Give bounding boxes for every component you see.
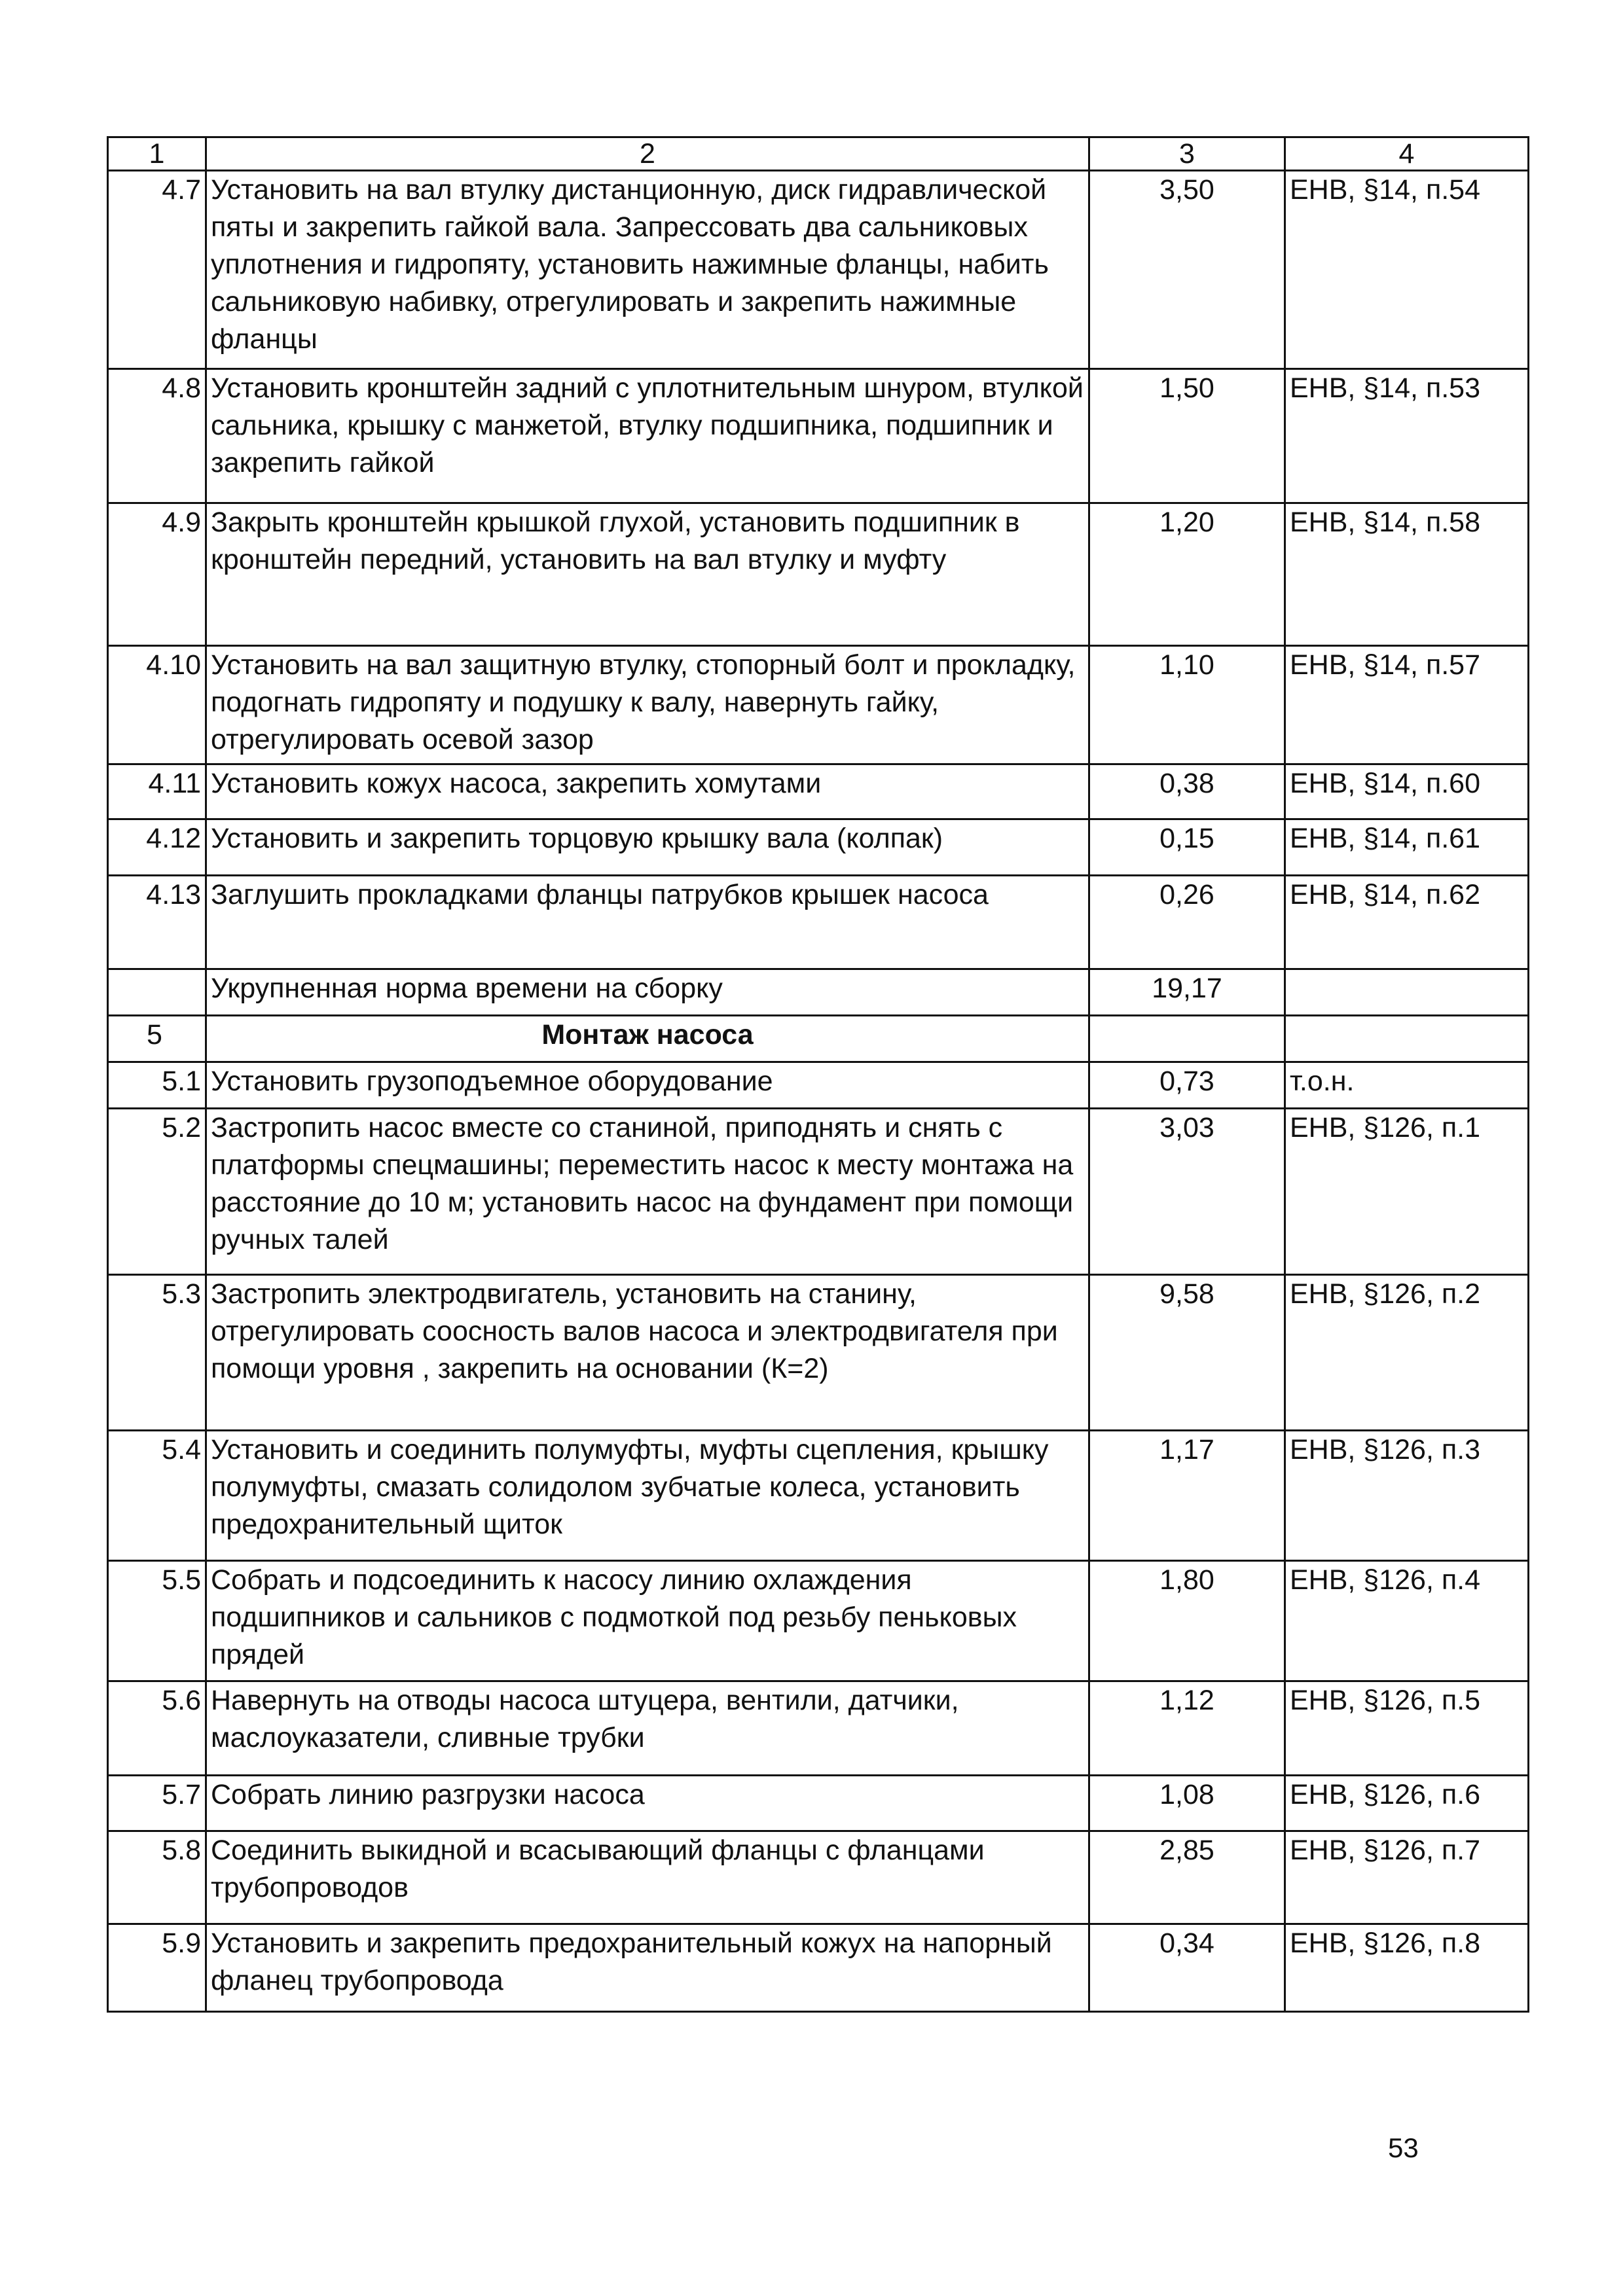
table-row	[108, 1681, 1529, 1776]
row-number	[108, 969, 206, 1016]
time-norm: 3,03	[1089, 1109, 1285, 1275]
row-number: 5.9	[108, 1924, 206, 2012]
norm-reference: ЕНВ, §14, п.54	[1285, 171, 1529, 369]
time-norm	[1089, 1016, 1285, 1062]
row-number: 5.2	[108, 1109, 206, 1275]
table-row	[108, 1431, 1529, 1561]
row-number: 5.8	[108, 1831, 206, 1924]
work-description: Установить кронштейн задний с уплотнительным шнуром, втулкой сальника, крышку с манжетой, втулку подшипника, подшипник и закрепить гайкой	[206, 369, 1089, 503]
row-number: 5.6	[108, 1681, 206, 1776]
time-norm: 1,20	[1089, 503, 1285, 646]
work-description: Собрать и подсоединить к насосу линию охлаждения подшипников и сальников с подмоткой под резьбу пеньковых прядей	[206, 1561, 1089, 1681]
time-norm: 1,17	[1089, 1431, 1285, 1561]
norm-reference: ЕНВ, §126, п.8	[1285, 1924, 1529, 2012]
table-header-row	[108, 137, 1529, 171]
work-description: Закрыть кронштейн крышкой глухой, установить подшипник в кронштейн передний, установить на вал втулку и муфту	[206, 503, 1089, 646]
row-number: 5.4	[108, 1431, 206, 1561]
work-description: Установить на вал защитную втулку, стопорный болт и прокладку, подогнать гидропяту и подушку к валу, навернуть гайку, отрегулировать осевой зазор	[206, 646, 1089, 764]
work-description: Установить и закрепить предохранительный кожух на напорный фланец трубопровода	[206, 1924, 1089, 2012]
work-description: Установить и соединить полумуфты, муфты сцепления, крышку полумуфты, смазать солидолом зубчатые колеса, установить предохранительный щиток	[206, 1431, 1089, 1561]
table-row	[108, 1062, 1529, 1109]
work-description: Соединить выкидной и всасывающий фланцы с фланцами трубопроводов	[206, 1831, 1089, 1924]
time-norm: 1,12	[1089, 1681, 1285, 1776]
norm-reference: ЕНВ, §14, п.60	[1285, 764, 1529, 819]
time-norm: 1,50	[1089, 369, 1285, 503]
time-norm: 0,15	[1089, 819, 1285, 876]
section-title: Монтаж насоса	[206, 1016, 1089, 1062]
work-description: Укрупненная норма времени на сборку	[206, 969, 1089, 1016]
work-description: Установить грузоподъемное оборудование	[206, 1062, 1089, 1109]
time-norm: 9,58	[1089, 1275, 1285, 1431]
row-number: 5.5	[108, 1561, 206, 1681]
column-header-2: 2	[206, 137, 1089, 171]
row-number: 5.3	[108, 1275, 206, 1431]
norm-reference: ЕНВ, §126, п.4	[1285, 1561, 1529, 1681]
column-header-3: 3	[1089, 137, 1285, 171]
row-number: 4.12	[108, 819, 206, 876]
table-row	[108, 1275, 1529, 1431]
section-heading-row	[108, 1016, 1529, 1062]
norm-reference: ЕНВ, §126, п.7	[1285, 1831, 1529, 1924]
norms-table-container	[107, 136, 1527, 2013]
work-description: Установить кожух насоса, закрепить хомутами	[206, 764, 1089, 819]
table-row	[108, 1776, 1529, 1831]
work-description: Заглушить прокладками фланцы патрубков крышек насоса	[206, 876, 1089, 969]
time-norm: 2,85	[1089, 1831, 1285, 1924]
work-description: Установить на вал втулку дистанционную, диск гидравлической пяты и закрепить гайкой вала. Запрессовать два сальниковых уплотнения и гидропяту, установить нажимные фланцы, набить сальниковую набивку, отрегулировать и закрепить нажимные фланцы	[206, 171, 1089, 369]
time-norm: 1,08	[1089, 1776, 1285, 1831]
norm-reference: ЕНВ, §14, п.58	[1285, 503, 1529, 646]
norm-reference: ЕНВ, §126, п.6	[1285, 1776, 1529, 1831]
norm-reference	[1285, 1016, 1529, 1062]
norm-reference	[1285, 969, 1529, 1016]
norm-reference: ЕНВ, §126, п.3	[1285, 1431, 1529, 1561]
work-description: Навернуть на отводы насоса штуцера, вентили, датчики, маслоуказатели, сливные трубки	[206, 1681, 1089, 1776]
norm-reference: ЕНВ, §14, п.57	[1285, 646, 1529, 764]
norm-reference: ЕНВ, §14, п.62	[1285, 876, 1529, 969]
column-header-4: 4	[1285, 137, 1529, 171]
table-row	[108, 969, 1529, 1016]
table-row	[108, 1831, 1529, 1924]
time-norm: 0,38	[1089, 764, 1285, 819]
norm-reference: ЕНВ, §126, п.2	[1285, 1275, 1529, 1431]
time-norm: 0,26	[1089, 876, 1285, 969]
work-description: Собрать линию разгрузки насоса	[206, 1776, 1089, 1831]
row-number: 4.7	[108, 171, 206, 369]
table-row	[108, 876, 1529, 969]
time-norm: 19,17	[1089, 969, 1285, 1016]
table-row	[108, 1561, 1529, 1681]
column-header-1: 1	[108, 137, 206, 171]
section-number: 5	[108, 1016, 206, 1062]
labor-norms-table	[107, 136, 1529, 2013]
row-number: 5.7	[108, 1776, 206, 1831]
table-row	[108, 646, 1529, 764]
page-number: 53	[1388, 2132, 1419, 2163]
time-norm: 0,34	[1089, 1924, 1285, 2012]
table-row	[108, 819, 1529, 876]
work-description: Установить и закрепить торцовую крышку вала (колпак)	[206, 819, 1089, 876]
row-number: 5.1	[108, 1062, 206, 1109]
row-number: 4.13	[108, 876, 206, 969]
row-number: 4.11	[108, 764, 206, 819]
table-row	[108, 503, 1529, 646]
norm-reference: ЕНВ, §126, п.5	[1285, 1681, 1529, 1776]
norm-reference: ЕНВ, §14, п.61	[1285, 819, 1529, 876]
row-number: 4.10	[108, 646, 206, 764]
time-norm: 3,50	[1089, 171, 1285, 369]
row-number: 4.9	[108, 503, 206, 646]
row-number: 4.8	[108, 369, 206, 503]
table-row	[108, 1109, 1529, 1275]
norm-reference: ЕНВ, §126, п.1	[1285, 1109, 1529, 1275]
table-row	[108, 764, 1529, 819]
time-norm: 0,73	[1089, 1062, 1285, 1109]
time-norm: 1,10	[1089, 646, 1285, 764]
norm-reference: т.о.н.	[1285, 1062, 1529, 1109]
table-row	[108, 1924, 1529, 2012]
work-description: Застропить электродвигатель, установить на станину, отрегулировать соосность валов насоса и электродвигателя при помощи уровня , закрепить на основании (К=2)	[206, 1275, 1089, 1431]
table-row	[108, 171, 1529, 369]
work-description: Застропить насос вместе со станиной, приподнять и снять с платформы спецмашины; переместить насос к месту монтажа на расстояние до 10 м; установить насос на фундамент при помощи ручных талей	[206, 1109, 1089, 1275]
table-row	[108, 369, 1529, 503]
time-norm: 1,80	[1089, 1561, 1285, 1681]
norm-reference: ЕНВ, §14, п.53	[1285, 369, 1529, 503]
